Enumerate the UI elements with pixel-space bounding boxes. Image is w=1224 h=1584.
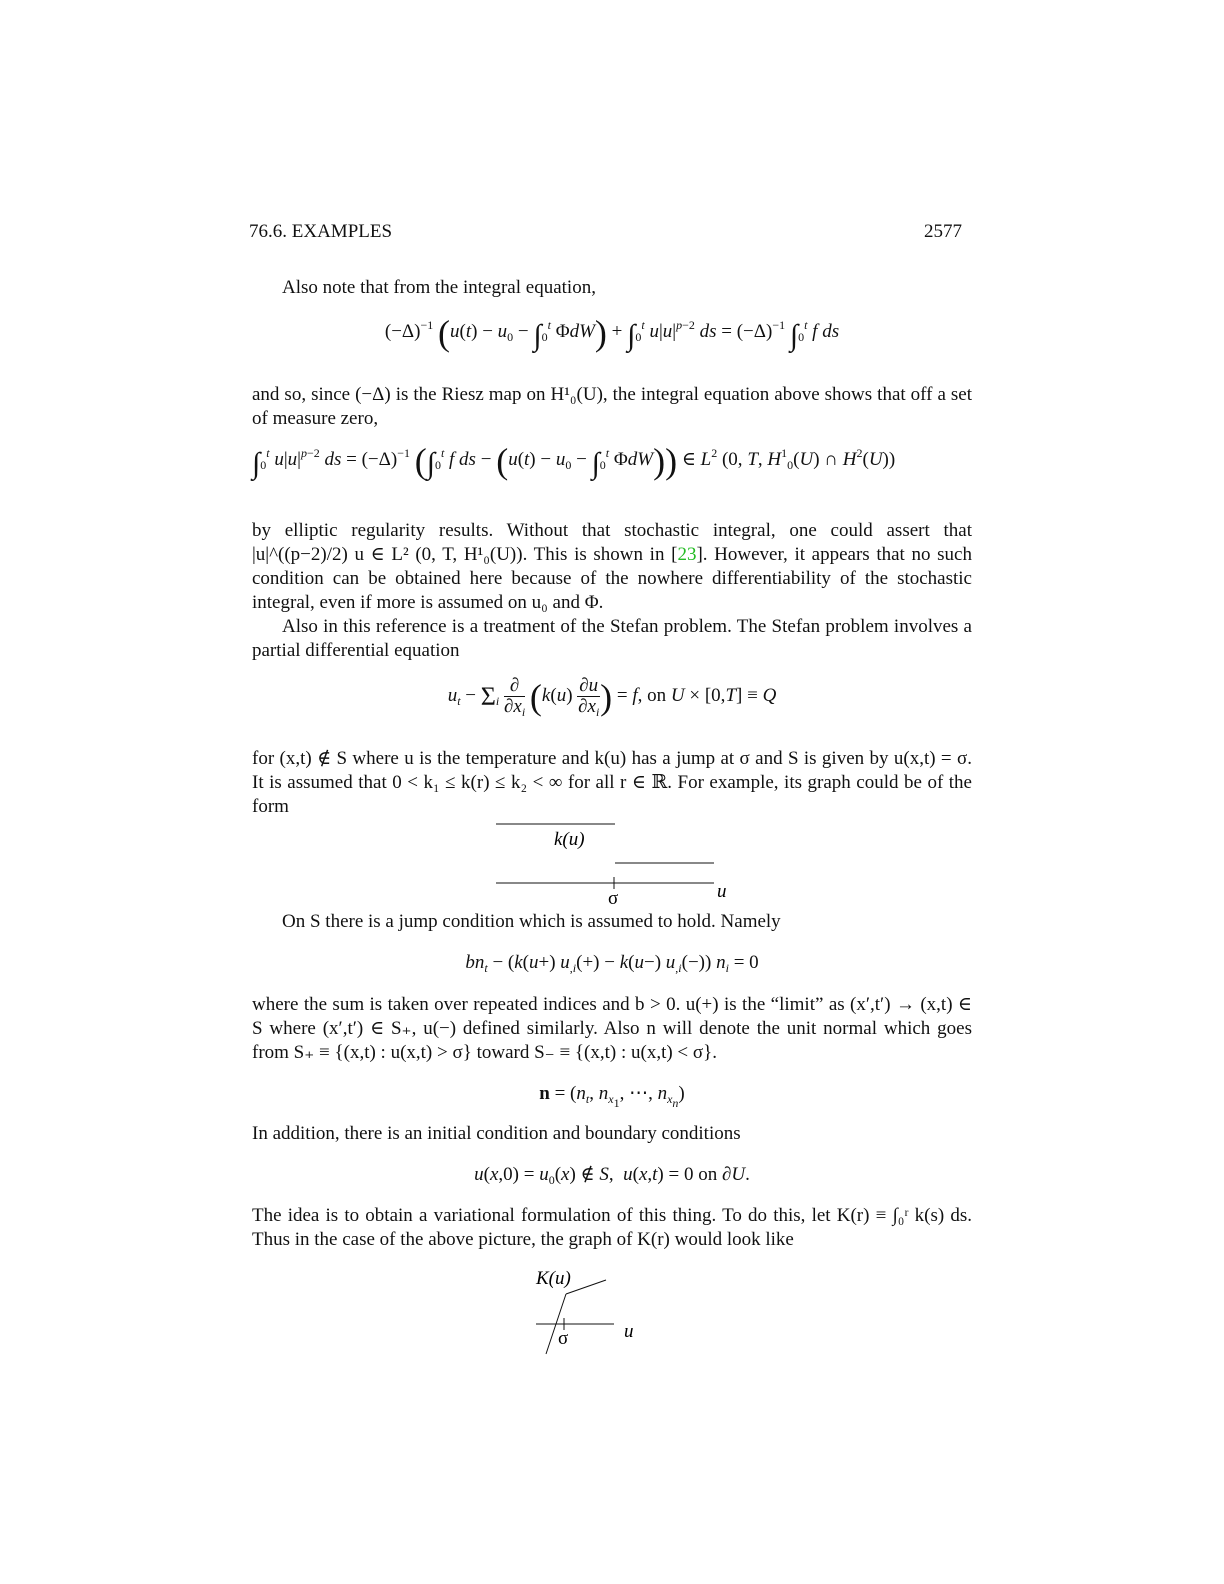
K-shallow-segment [566,1280,606,1294]
paragraph-jump-condition: On S there is a jump condition which is assumed to hold. Namely [282,911,781,932]
k-curve-label: k(u) [554,829,585,850]
citation-link[interactable]: 23 [677,544,697,565]
running-header-section: 76.6. EXAMPLES [249,221,393,242]
equation-regularity: $\int_0^t$ $u|u|^{p-2}$ ds = $(-\Delta)^{-1}$ ($\int_0^t$ f ds − ($u(t) - u_0 - \int_0^t$ ΦdW)) ∈ $L^2$ (0, T, $H^1_0(U)$ ∩ $H^2(U)$) [252,441,896,481]
paragraph-initial-condition: In addition, there is an initial condition and boundary conditions [252,1123,741,1144]
paragraph-temperature-jump: for (x,t) ∉ S where u is the temperature and k(u) has a jump at σ and S is given by u(x,t) = σ. It is assumed that 0 < k₁ ≤ k(r) ≤ k₂ < ∞ for all r ∈ ℝ. For example, its graph could be of the form [252,748,972,817]
equation-normal: $n = (n_t$, $n_{x_1}$, ⋯, $n_{x_n}$) [539,1083,685,1110]
figure-k-graph [480,812,740,912]
paragraph-elliptic-regularity-part-a: by elliptic regularity results. Without that stochastic integral, one could assert that |u|^((p−2)/2) u ∈ L² (0, T, H¹₀(U)). This is shown in [ [252,520,972,565]
K-curve-label: K(u) [536,1268,571,1289]
running-header-page-number: 2577 [924,221,962,242]
equation-integral: $(-\Delta)^{-1}$ ($u(t) - u_0 - \int_0^t$ $\Phi dW) + \int_0^t$ $u|u|^{p-2}$ ds = $(-\Delta)^{-1}$ $\int_0^t$ f ds [384,313,840,353]
k-axis-label: u [717,881,727,902]
paragraph-riesz-map: and so, since (−Δ) is the Riesz map on H¹₀(U), the integral equation above shows that off a set of measure zero, [252,384,972,429]
paragraph-elliptic-regularity [252,519,972,615]
equation-jump: $bn_t - (k(u+) u_{,i}(+) - k(u-)$ $u_{,i}(-)$) $n_i = 0$ [465,952,759,975]
paragraph-elliptic-regularity-part-b: ]. However, it appears that no such condition can be obtained here because of the nowhere differentiability of the stochastic integral, even if more is assumed on u₀ and Φ. [252,544,972,613]
k-sigma-label: σ [608,888,619,909]
paragraph-integral-equation-intro: Also note that from the integral equation, [282,277,596,298]
figure-K-graph [520,1262,660,1372]
paragraph-variational: The idea is to obtain a variational formulation of this thing. To do this, let K(r) ≡ ∫₀ʳ k(s) ds. Thus in the case of the above picture, the graph of K(r) would look like [252,1205,972,1250]
equation-stefan-pde: $u_t - \Sigma_i$ ∂ $\partial x_i$ (k(u) $\frac{\partial u}{\partial x_i}$ ) = f, on U × [0,T] ≡ Q [447,675,777,720]
paragraph-stefan-problem: Also in this reference is a treatment of the Stefan problem. The Stefan problem involves a partial differential equation [252,616,972,661]
equation-boundary: $u(x,0) = u_0(x)$ ∉ S, u(x,t) = 0 on ∂U. [474,1164,750,1187]
paragraph-repeated-indices: where the sum is taken over repeated indices and b > 0. u(+) is the “limit” as (x′,t′) → (x,t) ∈ S where (x′,t′) ∈ S₊, u(−) defined similarly. Also n will denote the unit normal which goes from S₊ ≡ {(x,t) : u(x,t) > σ} toward S₋ ≡ {(x,t) : u(x,t) < σ}. [252,994,972,1063]
K-sigma-label: σ [558,1328,569,1349]
K-axis-label: u [624,1321,634,1342]
